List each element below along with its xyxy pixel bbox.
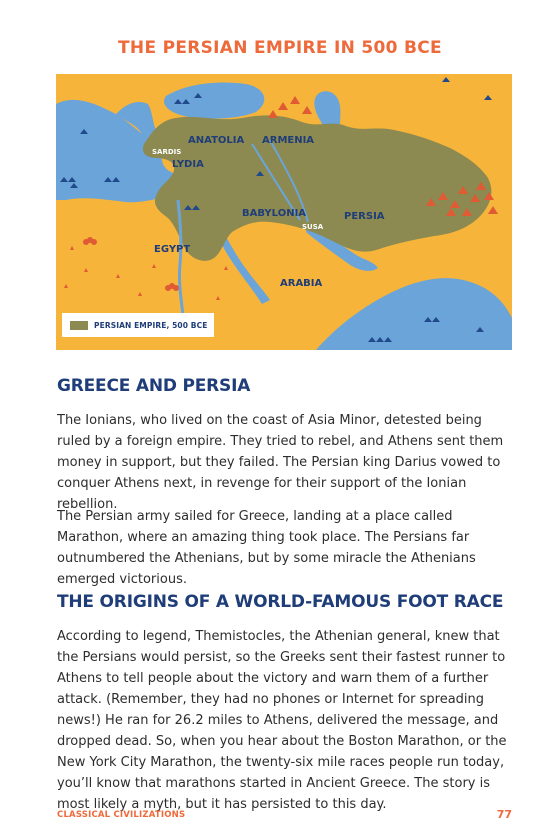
section-heading-greece-persia: GREECE AND PERSIA xyxy=(57,376,251,396)
paragraph-marathon: The Persian army sailed for Greece, landing at a place called Marathon, where an amazing thing took place. The Persians far outnumbered the Athenians, but by some miracle the Athenians emerged victorious. xyxy=(57,509,476,587)
label-persia: PERSIA xyxy=(344,211,385,222)
label-armenia: ARMENIA xyxy=(262,135,315,146)
label-arabia: ARABIA xyxy=(280,278,323,289)
map-svg xyxy=(56,74,512,350)
paragraph-ionians: The Ionians, who lived on the coast of Asia Minor, detested being ruled by a foreign empire. They tried to rebel, and Athens sent them money in support, but they failed. The Persian king Darius vowed to conquer Athens next, in revenge for their support of the Ionian rebellion. xyxy=(57,413,504,512)
label-sardis: SARDIS xyxy=(152,148,182,156)
section-heading-foot-race: THE ORIGINS OF A WORLD-FAMOUS FOOT RACE xyxy=(57,592,504,612)
label-susa: SUSA xyxy=(302,223,324,231)
paragraph-legend: According to legend, Themistocles, the Athenian general, knew that the Persians would persist, so the Greeks sent their fastest runner to Athens to tell people about the victory and warn them of a further attack. (Remember, they had no phones or Internet for spreading news!) He ran for 26.2 miles to Athens, delivered the message, and dropped dead. So, when you hear about the Boston Marathon, or the New York City Marathon, the twenty-six mile races people run today, you’ll know that marathons started in Ancient Greece. The story is most likely a myth, but it has persisted to this day. xyxy=(57,629,507,812)
label-egypt: EGYPT xyxy=(154,244,191,255)
legend-swatch xyxy=(70,321,88,330)
label-anatolia: ANATOLIA xyxy=(188,135,245,146)
empire-map xyxy=(56,74,512,350)
footer-book-title: CLASSICAL CIVILIZATIONS xyxy=(57,810,186,820)
label-babylonia: BABYLONIA xyxy=(242,208,307,219)
map-legend xyxy=(62,313,214,337)
page-title: THE PERSIAN EMPIRE IN 500 BCE xyxy=(118,38,442,58)
page-number: 77 xyxy=(496,808,512,821)
label-lydia: LYDIA xyxy=(172,159,204,170)
legend-label: PERSIAN EMPIRE, 500 BCE xyxy=(94,320,208,330)
